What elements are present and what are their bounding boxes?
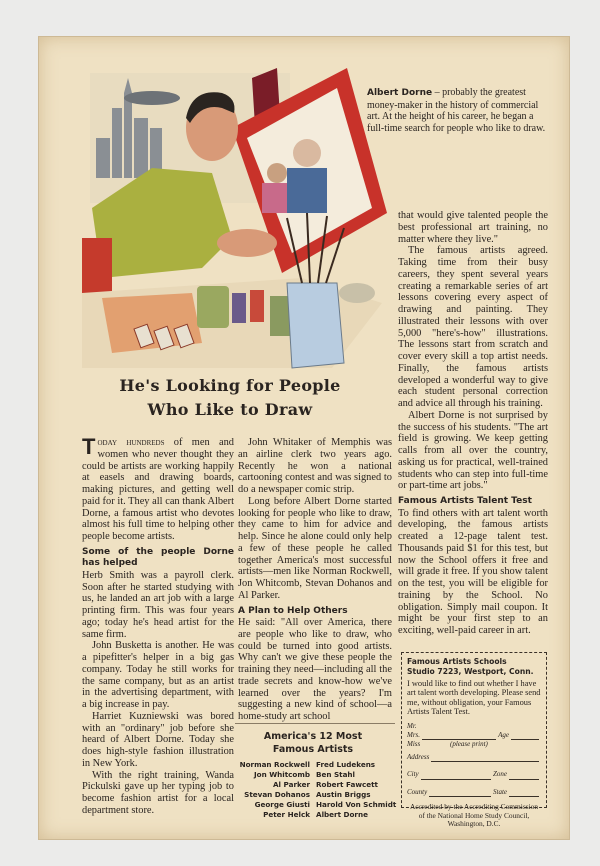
painting-figure-head-2 [267,163,287,183]
address-label: Address [407,752,430,761]
brush-jar [287,283,344,368]
headline-line-1: He's Looking for People [119,376,341,395]
caption-text: – probably the greatest money-maker in the history of commercial art. At the height of his career, he began a full-time search for people who like to draw. [367,87,546,134]
zone-field[interactable] [509,771,539,780]
artists-title-1: America's 12 Most [263,731,363,742]
artist-name: Peter Helck [263,810,310,819]
paragraph: The famous artists agreed. Taking time from their busy careers, they spent several years creating a remarkable series of art lessons covering every aspect of drawing and painting. They illustrated their lessons with over 5,000 "here's-how" illustrations. The lessons start from scratch and cover every skill a top artist needs. Finally, the famous artists developed a wonderful way to give each student personal correction and advice all through his training. [398,245,548,409]
artist-name: Albert Dorne [316,810,368,819]
paragraph: John Whitaker of Memphis was an airline clerk two years ago. Recently he won a national cartooning contest and was signed to do a newspaper comic strip. [238,437,392,495]
paragraph: With the right training, Wanda Pickulski gave up her typing job to become fashion artist for a local department store. [82,769,234,816]
intro-paragraph [82,434,235,543]
artist-name: Harold Von Schmidt [316,800,397,809]
city-field[interactable] [421,771,491,780]
state-label: State [493,787,507,796]
coupon-school-name: Famous Artists Schools [407,657,507,666]
artist-name: Jon Whitcomb [253,770,310,779]
artists-title-2: Famous Artists [272,744,354,755]
artist-name: Ben Stahl [316,770,356,779]
coupon-body: I would like to find out whether I have art talent worth developing. Please send me, without obligation, your Famous Artists Talent Test. [407,679,541,717]
mail-coupon[interactable] [401,652,547,829]
miss-label: Miss [407,740,421,749]
paragraph: Herb Smith was a payroll clerk. Soon after he started studying with us, he landed an art job with a large printing firm. This was four years ago; today he's head artist for the same firm. [82,569,234,640]
artist-name: Stevan Dohanos [244,790,310,799]
intro-text: of men and women who never thought they could be artists are working happily at easels and drawing boards, making pictures, and getting well paid for it. They all can thank Albert Dorne, a famous artist who devotes almost his full time to helping other people become artists. [82,437,235,542]
cloud [124,91,180,105]
column-3 [398,210,548,637]
paragraph: Albert Dorne is not surprised by the success of his students. "The art field is growing. We keep getting calls from all over the country, asking us for practical, well-trained students who can step into full-time or part-time art jobs." [398,409,548,492]
county-label: County [407,787,428,796]
zone-label: Zone [493,770,507,779]
chair [82,238,112,298]
mr-label: Mr. [407,721,417,730]
paragraph: Long before Albert Dorne started looking for people who like to draw, they came to him for advice and help. Since he alone could only help a few of these people he called together America's most successful artists—men like Norman Rockwell, Jon Whitcomb, Stevan Dohanos and Al Parker. [238,495,392,601]
age-field[interactable] [511,731,539,740]
mrs-label: Mrs. [407,731,421,740]
paragraph: To find others with art talent worth developing, the famous artists created a 12-page talent test. Thousands paid $1 for this test, but now the School offers it free and will grade it free. If you show talent on the test, you will be eligible for training by the School. No obligation. Simply mail coupon. It might be your first step to an exciting, well-paid career in art. [398,507,548,636]
headline [60,374,400,422]
headline-line-2: Who Like to Draw [147,400,313,419]
column-1 [82,434,235,817]
artist-name: Robert Fawcett [316,780,378,789]
painting-figure-body-2 [262,183,287,213]
paint-tubes [134,324,194,350]
artist-name: Al Parker [272,780,310,789]
state-field[interactable] [509,788,539,797]
artist-hand [217,229,277,257]
please-print-note: (please print) [449,740,488,749]
city-label: City [407,770,419,779]
subhead-people-helped: Some of the people Dorne has helped [82,546,234,569]
subhead-plan: A Plan to Help Others [238,605,348,616]
age-label: Age [498,731,509,740]
accreditation-note: Accredited by the Accrediting Commission of the National Home Study Council, Washington, D.C. [409,802,539,829]
artist-name: Austin Briggs [316,790,371,799]
artist-name: Fred Ludekens [316,760,376,769]
artist-name: George Giusti [254,800,310,809]
cup [339,283,375,303]
paragraph: He said: "All over America, there are people who like to draw, who could be turned into good artists. Why can't we give these people the training they need—including all the trade secrets and know-how we've learned over the years? I'm suggesting a new kind of school—a home-study art school [238,617,392,722]
divider [235,723,395,724]
caption-name: Albert Dorne [367,88,433,98]
painting-figure-head [293,139,321,167]
subhead-talent-test: Famous Artists Talent Test [398,496,532,506]
illustration-artist-at-easel [82,68,397,373]
famous-artists-list [228,730,398,820]
county-field[interactable] [429,788,491,797]
name-field[interactable] [422,731,496,740]
address-field[interactable] [431,753,539,762]
coupon-address: Studio 7223, Westport, Conn. [407,667,534,676]
illustration-caption [367,87,547,134]
paragraph: Harriet Kuzniewski was bored with an "ordinary" job before she heard of Albert Dorne. Today she does high-style fashion illustration in New York. [82,710,234,769]
artist-name: Norman Rockwell [239,760,310,769]
column-2 [238,437,392,723]
paragraph: John Busketta is another. He was a pipefitter's helper in a big gas company. Today he still works for the same company, but as an artist in the advertising department, with a big increase in pay. [82,640,234,710]
intro-small-caps: oday hundreds [97,437,165,448]
painting-figure-body [287,168,327,213]
paragraph: that would give talented people the best professional art training, no matter where they live." [398,210,548,245]
drop-cap: T [82,434,96,459]
